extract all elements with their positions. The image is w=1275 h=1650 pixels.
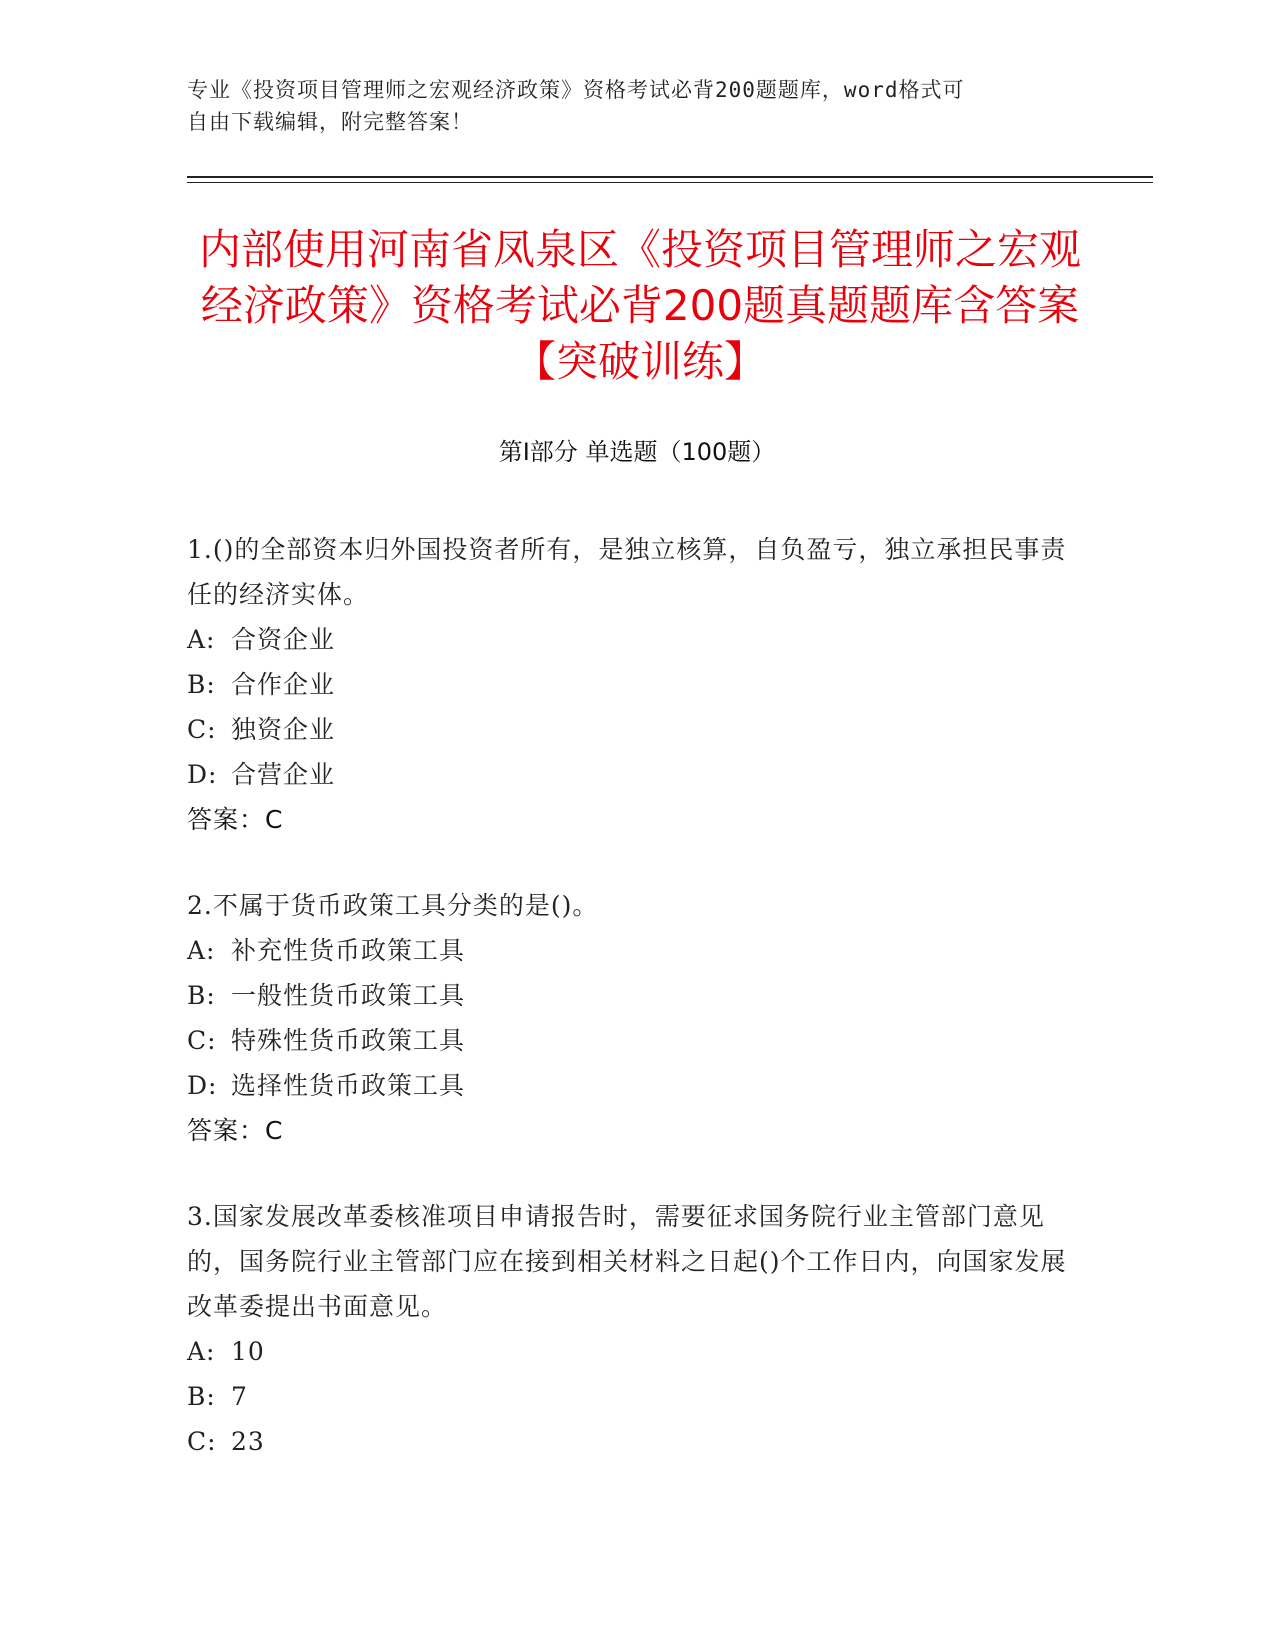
answer-line: 答案：C [187, 805, 284, 834]
option-d [187, 1063, 1067, 1108]
answer-line: 答案：C [187, 1116, 284, 1145]
option-c [187, 1018, 1067, 1063]
option-key: B: [187, 1382, 216, 1411]
section-heading: 第I部分 单选题（100题） [498, 438, 776, 466]
option-key: D: [187, 1071, 218, 1100]
option-c [187, 707, 1067, 752]
option-a [187, 928, 1067, 973]
option-key: C: [187, 1026, 217, 1055]
question-text: 3.国家发展改革委核准项目申请报告时，需要征求国务院行业主管部门意见的，国务院行业主管部门应在接到相关材料之日起()个工作日内，向国家发展改革委提出书面意见。 [187, 1202, 1067, 1321]
header-note-line-2: 自由下载编辑，附完整答案！ [187, 110, 473, 134]
option-text: 合资企业 [231, 625, 336, 654]
option-text: 合作企业 [231, 670, 336, 699]
option-text: 合营企业 [231, 760, 336, 789]
header-note [187, 74, 1067, 138]
option-text: 10 [231, 1337, 265, 1366]
option-key: A: [187, 936, 216, 965]
question-item [187, 1194, 1067, 1464]
option-key: B: [187, 981, 216, 1010]
option-key: A: [187, 1337, 216, 1366]
header-note-line-1: 专业《投资项目管理师之宏观经济政策》资格考试必背200题题库，word格式可 [187, 78, 965, 102]
question-text: 1.()的全部资本归外国投资者所有，是独立核算，自负盈亏，独立承担民事责任的经济实体。 [187, 535, 1067, 609]
option-text: 一般性货币政策工具 [231, 981, 466, 1010]
option-a [187, 617, 1067, 662]
question-text: 2.不属于货币政策工具分类的是()。 [187, 891, 599, 920]
option-text: 23 [231, 1427, 265, 1456]
question-item [187, 527, 1067, 842]
option-text: 7 [231, 1382, 248, 1411]
option-a [187, 1329, 1067, 1374]
option-text: 补充性货币政策工具 [231, 936, 466, 965]
option-b [187, 662, 1067, 707]
option-text: 特殊性货币政策工具 [231, 1026, 466, 1055]
option-d [187, 752, 1067, 797]
option-text: 独资企业 [231, 715, 336, 744]
document-title: 内部使用河南省凤泉区《投资项目管理师之宏观经济政策》资格考试必背200题真题题库含答案【突破训练】 [198, 225, 1081, 386]
option-key: A: [187, 625, 216, 654]
question-item [187, 883, 1067, 1153]
option-key: D: [187, 760, 218, 789]
option-key: B: [187, 670, 216, 699]
option-key: C: [187, 715, 217, 744]
header-divider-thin [187, 182, 1153, 183]
option-key: C: [187, 1427, 217, 1456]
header-divider-thick [187, 176, 1153, 178]
option-b [187, 1374, 1067, 1419]
option-c [187, 1419, 1067, 1464]
option-text: 选择性货币政策工具 [231, 1071, 466, 1100]
option-b [187, 973, 1067, 1018]
